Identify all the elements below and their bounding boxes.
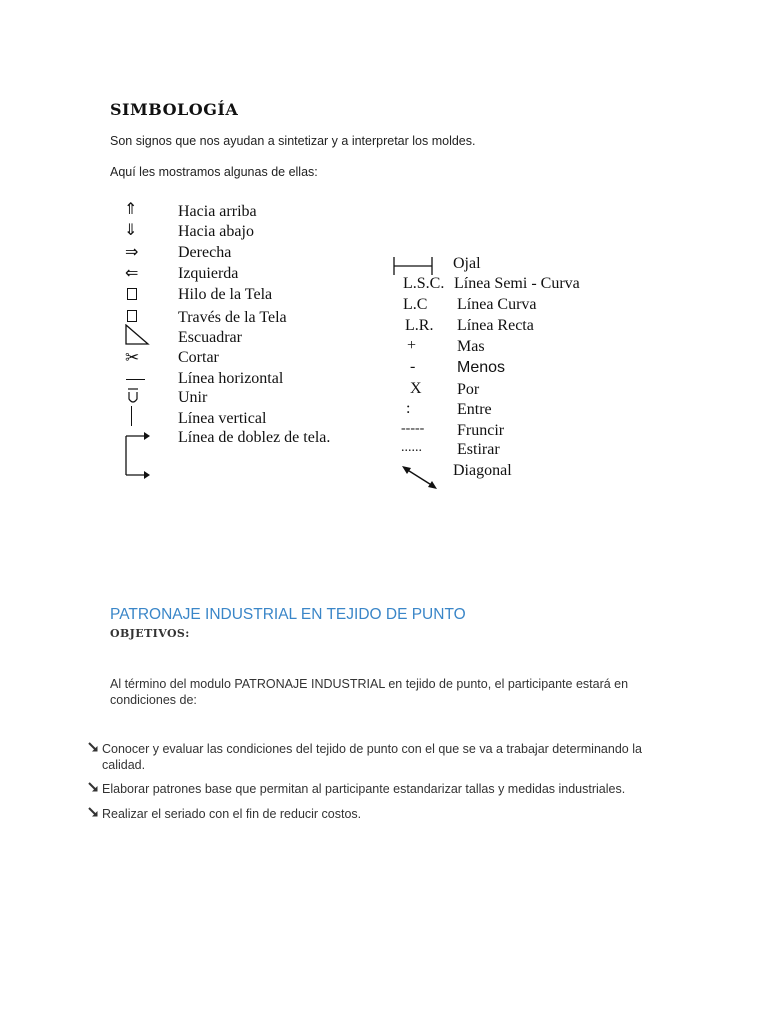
objectives-label: OBJETIVOS:	[110, 627, 190, 640]
scissors-icon: ✂	[125, 348, 140, 368]
symbol-label: Hilo de la Tela	[178, 286, 273, 303]
double-arrow-left-icon: ⇐	[125, 263, 139, 282]
symbol-label: Cortar	[178, 349, 219, 366]
symbol-abbr: L.S.C.	[403, 275, 445, 292]
symbol-abbr: -	[410, 358, 416, 375]
horizontal-line-icon	[126, 379, 145, 380]
symbol-label: Diagonal	[453, 462, 512, 479]
symbol-label: Ojal	[453, 255, 481, 272]
symbol-label: Estirar	[457, 441, 500, 458]
symbol-label: Línea Recta	[457, 317, 534, 334]
bullet-arrow-icon	[88, 807, 99, 818]
symbol-abbr: +	[407, 337, 417, 354]
symbol-label: Derecha	[178, 244, 232, 261]
objectives-intro: Al término del modulo PATRONAJE INDUSTRIAL en tejido de punto, el participante estará en condiciones de:	[110, 677, 629, 707]
section-heading: PATRONAJE INDUSTRIAL EN TEJIDO DE PUNTO	[110, 606, 466, 623]
symbol-label: Izquierda	[178, 265, 239, 282]
double-arrow-up-icon: ⇑	[124, 199, 138, 218]
symbol-label: Mas	[457, 338, 485, 355]
symbol-abbr: L.R.	[405, 317, 434, 334]
diagonal-arrow-icon	[400, 465, 440, 491]
square-icon	[127, 288, 137, 300]
symbol-label: Hacia arriba	[178, 203, 257, 220]
double-arrow-right-icon: ⇒	[125, 242, 139, 261]
symbol-label: Línea vertical	[178, 410, 267, 427]
symbol-abbr: -----	[401, 421, 425, 436]
symbol-label: Por	[457, 381, 480, 398]
symbol-label: Través de la Tela	[178, 309, 287, 326]
vertical-line-icon	[131, 406, 132, 426]
bullet-arrow-icon	[88, 742, 99, 753]
symbol-label: Línea horizontal	[178, 370, 284, 387]
symbol-abbr: L.C	[403, 296, 428, 313]
list-item-text: Elaborar patrones base que permitan al participante estandarizar tallas y medidas industriales.	[102, 782, 626, 796]
buttonhole-icon	[392, 256, 442, 276]
symbol-abbr: :	[406, 400, 411, 417]
double-arrow-down-icon: ⇓	[124, 220, 138, 239]
list-item-text: Realizar el seriado con el fin de reducir costos.	[102, 807, 362, 821]
intro-text-2: Aquí les mostramos algunas de ellas:	[110, 165, 318, 179]
page-title: SIMBOLOGÍA	[110, 100, 239, 119]
symbol-label: Línea de doblez de tela.	[178, 429, 331, 446]
symbol-label: Entre	[457, 401, 492, 418]
square-icon	[127, 310, 137, 322]
symbol-label: Fruncir	[457, 422, 505, 439]
right-triangle-icon	[124, 324, 150, 346]
list-item-text: Conocer y evaluar las condiciones del tejido de punto con el que se va a trabajar determinando la calidad.	[102, 742, 642, 772]
intro-text: Son signos que nos ayudan a sintetizar y a interpretar los moldes.	[110, 134, 476, 148]
symbol-label: Unir	[178, 389, 208, 406]
symbol-label: Escuadrar	[178, 329, 242, 346]
join-icon	[126, 388, 140, 406]
bullet-arrow-icon	[88, 782, 99, 793]
symbol-abbr: X	[410, 380, 422, 397]
symbol-label: Menos	[457, 359, 506, 376]
symbol-label: Línea Semi - Curva	[454, 275, 580, 292]
symbol-abbr: ......	[401, 440, 422, 455]
symbol-label: Hacia abajo	[178, 223, 254, 240]
symbol-label: Línea Curva	[457, 296, 537, 313]
fold-line-icon	[122, 428, 152, 480]
